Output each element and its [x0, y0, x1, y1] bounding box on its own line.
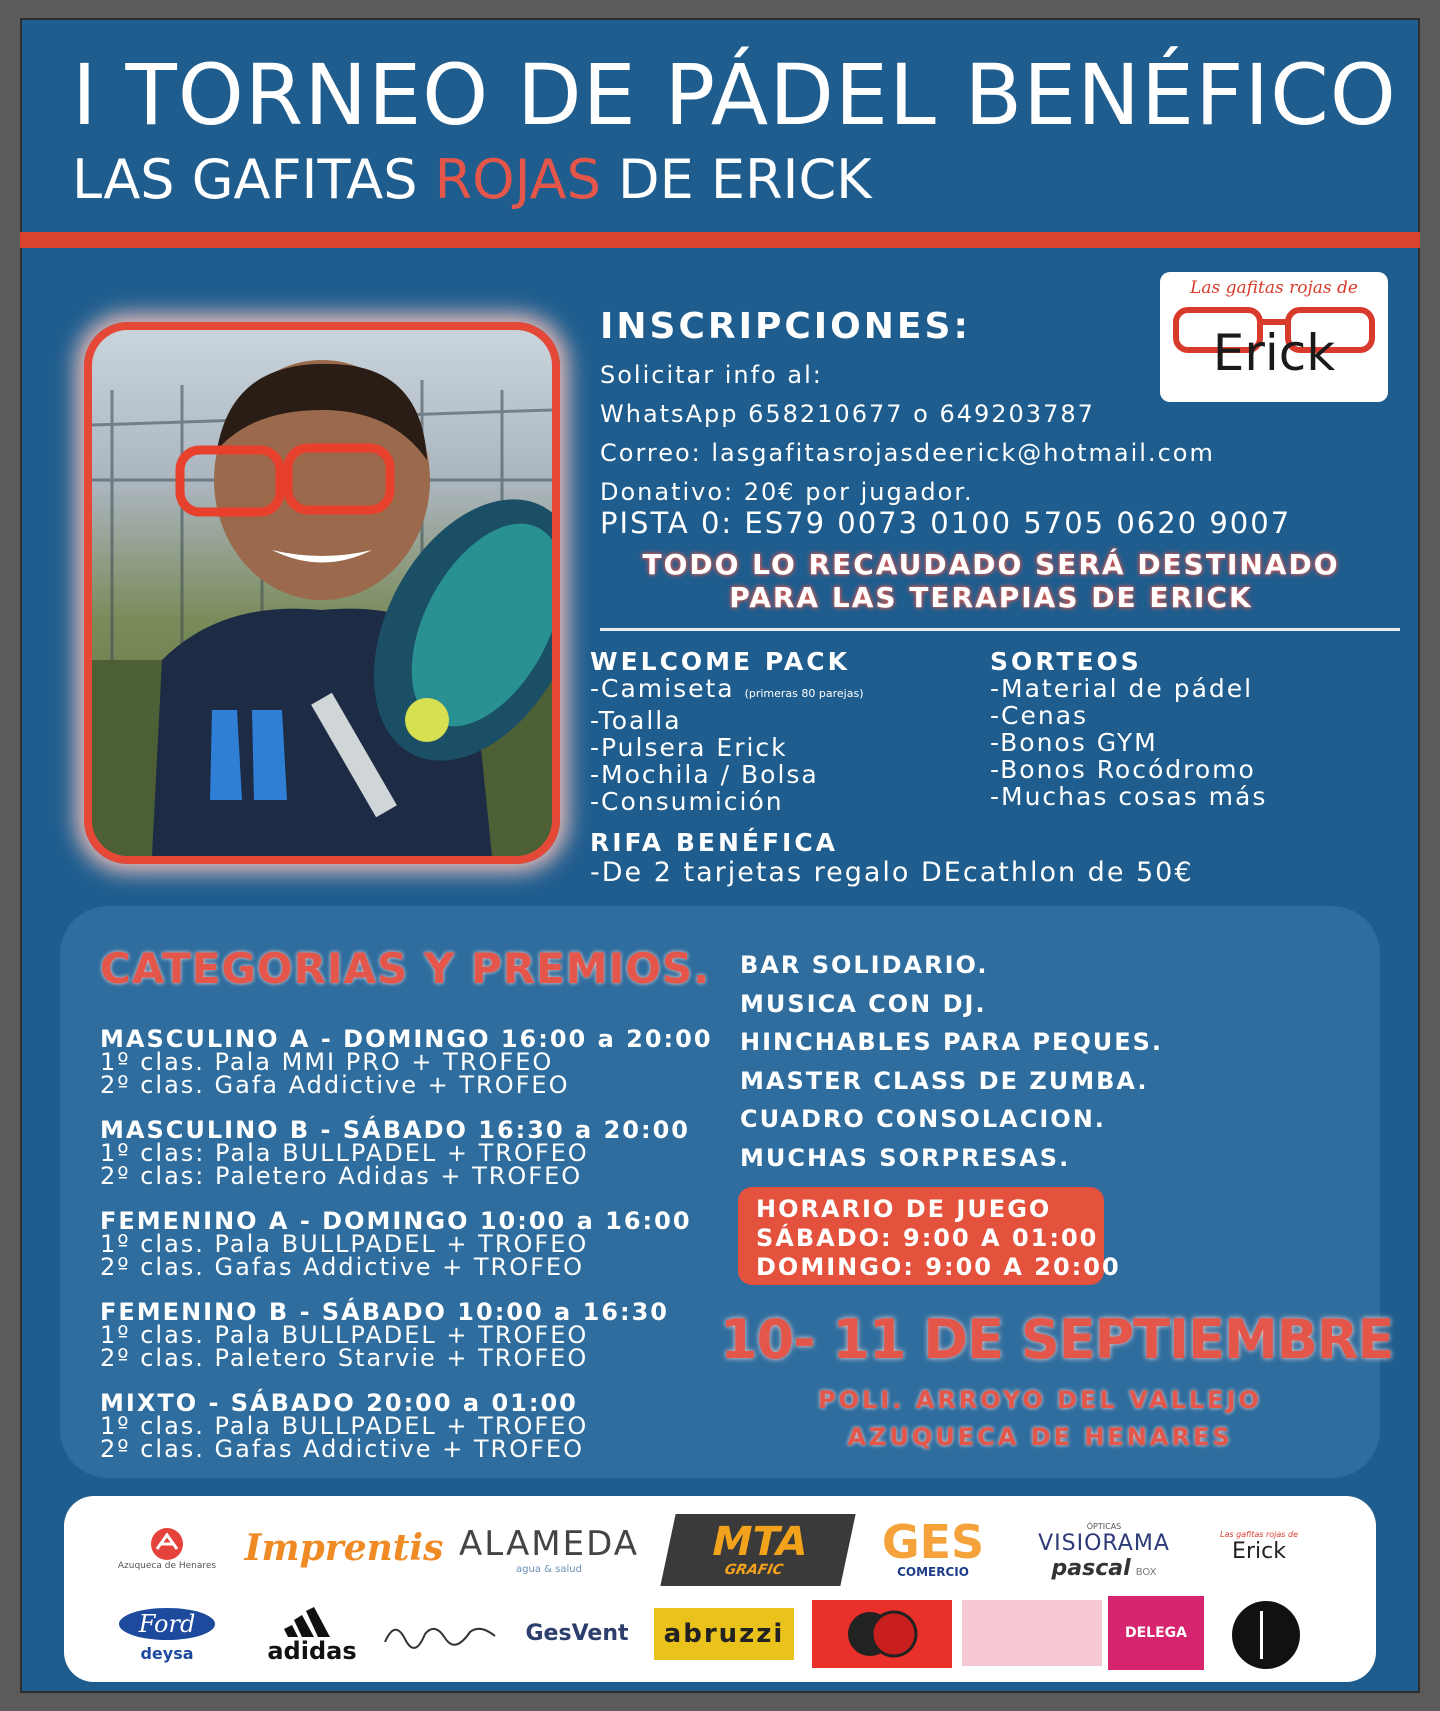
erick-small-top: Las gafitas rojas de	[1220, 1530, 1298, 1539]
adidas-stripes-icon	[284, 1603, 340, 1637]
category-prize: 2º clas. Gafas Addictive + TROFEO	[100, 1435, 584, 1463]
event-venue	[720, 1382, 1360, 1456]
adidas-name: adidas	[267, 1637, 357, 1665]
venue-line-1: POLI. ARROYO DEL VALLEJO	[818, 1386, 1262, 1414]
deysa-name: deysa	[140, 1643, 194, 1663]
section-divider	[600, 628, 1400, 631]
mta-name: MTA	[707, 1519, 813, 1565]
subtitle-highlight: ROJAS	[434, 148, 601, 211]
sports-balls-icon	[842, 1606, 922, 1662]
azuqueca-logo-icon	[147, 1527, 187, 1561]
rifa-title: RIFA BENÉFICA	[590, 828, 839, 857]
category-group	[100, 1389, 713, 1463]
ges-name: GES	[881, 1515, 985, 1569]
category-head: MIXTO - SÁBADO 20:00 a 01:00	[100, 1389, 578, 1417]
ges-sub: COMERCIO	[897, 1565, 969, 1579]
fundraising-line-2: PARA LAS TERAPIAS DE ERICK	[729, 581, 1253, 614]
sponsor-delega: DELEGA	[1108, 1596, 1204, 1670]
welcome-pack-title: WELCOME PACK	[590, 647, 850, 676]
category-prize: 2º clas. Paletero Starvie + TROFEO	[100, 1344, 589, 1372]
sponsor-erick	[1204, 1516, 1314, 1578]
erick-small-name: Erick	[1232, 1539, 1286, 1564]
sorteos-item: -Cenas	[990, 701, 1089, 730]
signature-logo-icon	[380, 1614, 500, 1654]
sponsor-alameda	[444, 1514, 654, 1584]
sorteos-item: -Material de pádel	[990, 674, 1254, 703]
activity-item: HINCHABLES PARA PEQUES.	[740, 1028, 1164, 1056]
welcome-pack-item: -Mochila / Bolsa	[590, 760, 819, 789]
pascal-sub: BOX	[1135, 1566, 1157, 1578]
schedule-sunday: DOMINGO: 9:00 A 20:00	[756, 1253, 1121, 1281]
category-group	[100, 1298, 713, 1372]
sponsor-ges	[858, 1512, 1008, 1586]
sponsor-signature-logo	[376, 1604, 504, 1664]
poster-subtitle	[72, 148, 872, 211]
sponsor-visiorama	[1014, 1508, 1194, 1594]
event-date: 10- 11 DE SEPTIEMBRE	[720, 1308, 1394, 1371]
categories-list	[100, 1025, 713, 1483]
category-prize: 1º clas. Pala MMI PRO + TROFEO	[100, 1048, 554, 1076]
subtitle-part-1: LAS GAFITAS	[72, 148, 435, 211]
ford-logo: Ford	[119, 1608, 216, 1640]
sponsor-abruzzi: abruzzi	[654, 1608, 794, 1660]
sponsors-bar	[64, 1496, 1376, 1682]
sponsor-adidas	[252, 1596, 372, 1672]
sponsor-ford-deysa	[92, 1600, 242, 1670]
inscripciones-title: INSCRIPCIONES:	[600, 306, 971, 347]
poster	[20, 18, 1420, 1693]
category-head: FEMENINO A - DOMINGO 10:00 a 16:00	[100, 1207, 692, 1235]
category-prize: 2º clas: Paletero Adidas + TROFEO	[100, 1162, 583, 1190]
activities-list	[740, 946, 1163, 1177]
schedule-saturday: SÁBADO: 9:00 A 01:00	[756, 1224, 1099, 1252]
welcome-pack-item: -Consumición	[590, 787, 784, 816]
welcome-pack-item	[590, 675, 864, 707]
round-black-logo-icon	[1230, 1599, 1302, 1671]
whatsapp-text: WhatsApp 658210677 o 649203787	[600, 400, 1095, 428]
sorteos-title: SORTEOS	[990, 647, 1142, 676]
activity-item: BAR SOLIDARIO.	[740, 951, 989, 979]
sponsor-azuqueca	[92, 1514, 242, 1584]
child-photo	[84, 322, 560, 864]
welcome-item-text: -Camiseta	[590, 674, 735, 703]
email-text: Correo: lasgafitasrojasdeerick@hotmail.com	[600, 439, 1215, 467]
schedule-box	[738, 1187, 1121, 1285]
activity-item: MUSICA CON DJ.	[740, 989, 987, 1018]
pista-account: PISTA 0: ES79 0073 0100 5705 0620 9007	[600, 506, 1292, 540]
poster-title: I TORNEO DE PÁDEL BENÉFICO	[72, 46, 1397, 144]
category-prize: 1º clas. Pala BULLPADEL + TROFEO	[100, 1230, 589, 1258]
rifa-text: -De 2 tarjetas regalo DEcathlon de 50€	[590, 857, 1194, 888]
category-prize: 1º clas. Pala BULLPADEL + TROFEO	[100, 1321, 589, 1349]
category-group	[100, 1116, 713, 1190]
welcome-pack-list	[590, 648, 864, 815]
category-group	[100, 1207, 713, 1281]
mta-sub: GRAFIC	[722, 1562, 785, 1578]
rifa-block	[590, 828, 1194, 888]
categories-title: CATEGORIAS Y PREMIOS.	[100, 944, 711, 993]
venue-line-2: AZUQUECA DE HENARES	[847, 1423, 1233, 1451]
sponsor-red-logo	[812, 1600, 952, 1668]
sponsor-gesvent: GesVent	[525, 1620, 629, 1646]
activity-item: MASTER CLASS DE ZUMBA.	[740, 1066, 1149, 1095]
pascal-name: pascal	[1051, 1555, 1131, 1581]
activity-item: MUCHAS SORPRESAS.	[740, 1143, 1071, 1172]
category-head: MASCULINO B - SÁBADO 16:30 a 20:00	[100, 1116, 690, 1144]
sponsor-imprentis: Imprentis	[244, 1527, 444, 1569]
info-text: Solicitar info al:	[600, 361, 823, 389]
inscripciones-block	[600, 306, 1215, 506]
subtitle-part-2: DE ERICK	[600, 148, 872, 211]
visiorama-top: ÓPTICAS	[1086, 1521, 1122, 1531]
pascal-box	[1052, 1556, 1157, 1581]
fundraising-note	[606, 548, 1376, 614]
sponsor-round-logo	[1224, 1598, 1308, 1672]
donativo-text: Donativo: 20€ por jugador.	[600, 478, 974, 506]
welcome-item-note: (primeras 80 parejas)	[744, 687, 864, 700]
header-divider	[20, 232, 1420, 248]
sponsor-mta	[660, 1514, 855, 1586]
category-prize: 1º clas. Pala BULLPADEL + TROFEO	[100, 1412, 589, 1440]
sorteos-list	[990, 648, 1267, 810]
welcome-pack-item: -Toalla	[590, 706, 682, 735]
sorteos-item: -Bonos Rocódromo	[990, 755, 1256, 784]
category-prize: 2º clas. Gafas Addictive + TROFEO	[100, 1253, 584, 1281]
logo-name: Erick	[1212, 324, 1336, 382]
category-prize: 1º clas: Pala BULLPADEL + TROFEO	[100, 1139, 589, 1167]
azuqueca-label: Azuqueca de Henares	[117, 1561, 217, 1571]
welcome-pack-item: -Pulsera Erick	[590, 733, 788, 762]
sorteos-item: -Muchas cosas más	[990, 782, 1268, 811]
sponsor-pink-logo	[962, 1600, 1102, 1666]
logo-tagline: Las gafitas rojas de	[1190, 278, 1358, 298]
category-head: FEMENINO B - SÁBADO 10:00 a 16:30	[100, 1298, 669, 1326]
category-head: MASCULINO A - DOMINGO 16:00 a 20:00	[100, 1025, 713, 1053]
sorteos-item: -Bonos GYM	[990, 728, 1158, 757]
activity-item: CUADRO CONSOLACION.	[740, 1105, 1106, 1133]
alameda-sub: agua & salud	[516, 1563, 582, 1575]
category-prize: 2º clas. Gafa Addictive + TROFEO	[100, 1071, 570, 1099]
category-group	[100, 1025, 713, 1099]
visiorama-name: VISIORAMA	[1038, 1530, 1170, 1556]
schedule-title: HORARIO DE JUEGO	[756, 1195, 1052, 1223]
alameda-name: ALAMEDA	[459, 1523, 639, 1564]
fundraising-line-1: TODO LO RECAUDADO SERÁ DESTINADO	[642, 548, 1340, 581]
